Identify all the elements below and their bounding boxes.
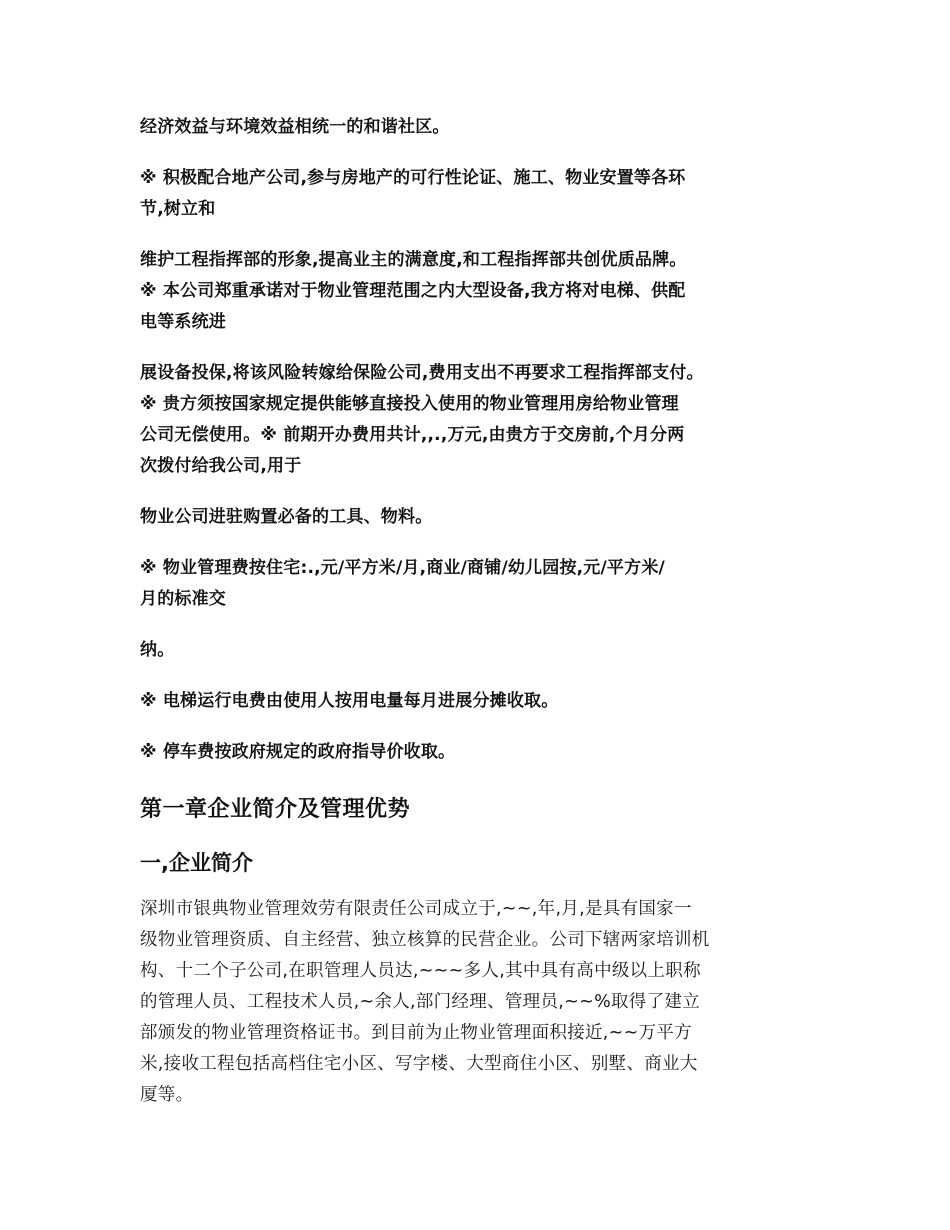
paragraph-8	[140, 686, 812, 717]
text-line: ※ 贵方须按国家规定提供能够直接投入使用的物业管理用房给物业管理	[140, 394, 679, 414]
paragraph-7	[140, 635, 812, 666]
text-line: ※ 电梯运行电费由使用人按用电量每月进展分摊收取。	[140, 691, 559, 711]
text-line: 展设备投保,将该风险转嫁给保险公司,费用支出不再要求工程指挥部支付。	[140, 363, 704, 383]
text-line: 次拨付给我公司,用于	[140, 456, 302, 476]
text-line: 构、十二个子公司,在职管理人员达,~~~多人,其中具有高中级以上职称	[140, 961, 701, 981]
text-line: 米,接收工程包括高档住宅小区、写字楼、大型商住小区、别墅、商业大	[140, 1054, 698, 1074]
text-line: 经济效益与环境效益相统一的和谐社区。	[140, 117, 450, 137]
text-line: 的管理人员、工程技术人员,~余人,部门经理、管理员,~~%取得了建立	[140, 992, 701, 1012]
paragraph-3	[140, 245, 812, 338]
paragraph-5	[140, 502, 812, 533]
text-line: 电等系统进	[140, 312, 226, 332]
section-title: 一,企业简介	[140, 851, 253, 875]
paragraph-4	[140, 358, 812, 482]
text-line: 公司无偿使用。※ 前期开办费用共计,,.,万元,由贵方于交房前,个月分两	[140, 425, 685, 445]
text-line: 部颁发的物业管理资格证书。到目前为止物业管理面积接近,~~万平方	[140, 1023, 692, 1043]
text-line: 厦等。	[140, 1085, 194, 1105]
intro-paragraph	[140, 894, 812, 1111]
text-line: ※ 本公司郑重承诺对于物业管理范围之内大型设备,我方将对电梯、供配	[140, 281, 686, 301]
paragraph-9	[140, 737, 812, 768]
chapter-title: 第一章企业简介及管理优势	[140, 797, 411, 822]
paragraph-2	[140, 163, 812, 225]
paragraph-1	[140, 112, 812, 143]
text-line: ※ 积极配合地产公司,参与房地产的可行性论证、施工、物业安置等各环	[140, 168, 686, 188]
document-page	[140, 112, 812, 1111]
paragraph-6	[140, 553, 812, 615]
text-line: ※ 物业管理费按住宅:.,元/平方米/月,商业/商铺/幼儿园按,元/平方米/	[140, 558, 665, 578]
text-line: 级物业管理资质、自主经营、独立核算的民营企业。公司下辖两家培训机	[140, 930, 710, 950]
text-line: 维护工程指挥部的形象,提高业主的满意度,和工程指挥部共创优质品牌。	[140, 250, 687, 270]
text-line: 月的标准交	[140, 589, 226, 609]
text-line: 深圳市银典物业管理效劳有限责任公司成立于,~~,年,月,是具有国家一	[140, 899, 692, 919]
text-line: 物业公司进驻购置必备的工具、物料。	[140, 507, 433, 527]
text-line: 纳。	[140, 640, 175, 660]
text-line: 节,树立和	[140, 199, 216, 219]
text-line: ※ 停车费按政府规定的政府指导价收取。	[140, 742, 456, 762]
